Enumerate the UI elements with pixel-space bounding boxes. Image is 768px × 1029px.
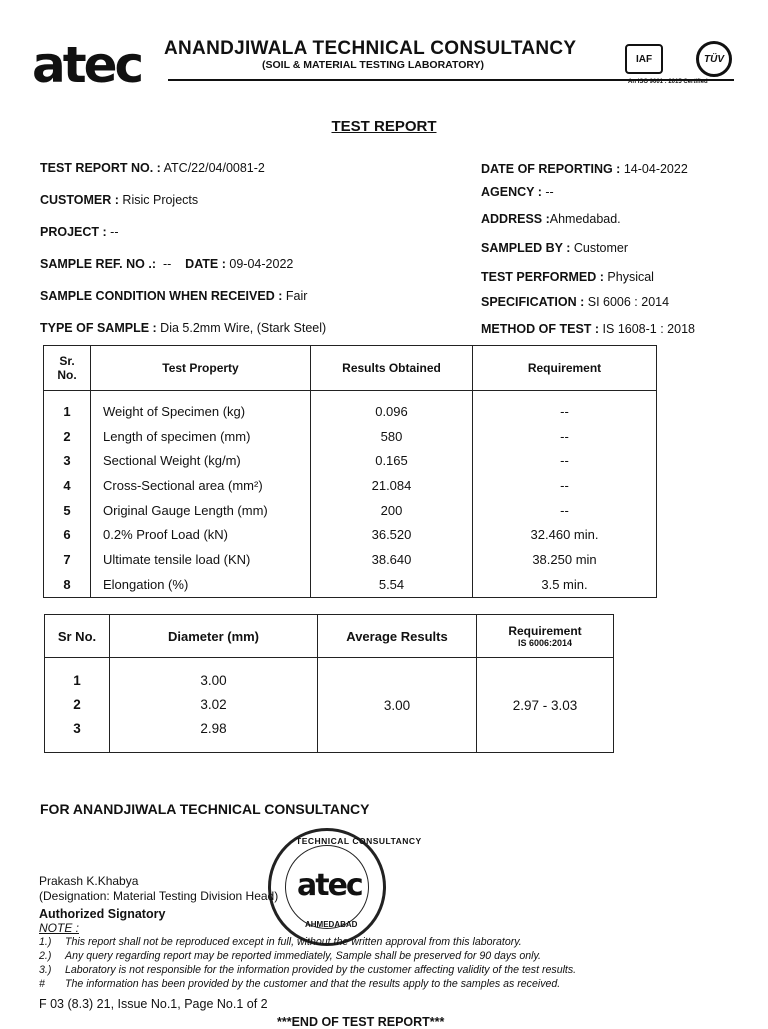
average-cell: 3.00 — [318, 658, 477, 753]
note-label: NOTE : — [39, 921, 80, 935]
table-header-row — [45, 615, 614, 658]
table-row — [45, 658, 614, 753]
agency: AGENCY : -- — [481, 185, 554, 199]
col-requirement: Requirement — [473, 346, 657, 391]
signer-designation: (Designation: Material Testing Division Head) — [39, 889, 279, 903]
note-item: 2.) Any query regarding report may be reported immediately, Sample shall be preserved for 90 days only. — [39, 950, 541, 962]
report-title: TEST REPORT — [331, 118, 437, 135]
col-sr: Sr. No. — [44, 346, 91, 391]
table-row: 3 Sectional Weight (kg/m) 0.165 -- — [44, 448, 657, 473]
col-property: Test Property — [91, 346, 311, 391]
diameter-table — [44, 614, 614, 753]
sample-ref: SAMPLE REF. NO .: -- DATE : 09-04-2022 — [40, 257, 294, 271]
date-of-reporting: DATE OF REPORTING : 14-04-2022 — [481, 162, 688, 176]
signer-name: Prakash K.Khabya — [39, 874, 139, 888]
note-item: 1.) This report shall not be reproduced except in full, without the written approval from this laboratory. — [39, 936, 522, 948]
authorized-signatory: Authorized Signatory — [39, 907, 166, 921]
table-header-row — [44, 346, 657, 391]
note-item: # The information has been provided by the customer and that the results apply to the samples as received. — [39, 978, 561, 990]
company-logo: atec — [32, 36, 142, 94]
requirement-cell: 2.97 - 3.03 — [477, 658, 614, 753]
table-row: 7 Ultimate tensile load (KN) 38.640 38.250 min — [44, 547, 657, 572]
report-number: TEST REPORT NO. : ATC/22/04/0081-2 — [40, 161, 265, 175]
stamp-bottom-text: AHMEDABAD — [305, 920, 358, 929]
table-row: 5 Original Gauge Length (mm) 200 -- — [44, 498, 657, 523]
end-of-report: ***END OF TEST REPORT*** — [277, 1015, 445, 1029]
sample-condition: SAMPLE CONDITION WHEN RECEIVED : Fair — [40, 289, 308, 303]
table-row: 4 Cross-Sectional area (mm²) 21.084 -- — [44, 473, 657, 498]
col-average: Average Results — [318, 615, 477, 658]
stamp-logo: atec — [297, 868, 362, 903]
for-company-line: FOR ANANDJIWALA TECHNICAL CONSULTANCY — [40, 801, 370, 817]
diameter-cell: 3.00 3.02 2.98 — [110, 658, 318, 753]
lab-type: (SOIL & MATERIAL TESTING LABORATORY) — [262, 59, 485, 71]
project: PROJECT : -- — [40, 225, 119, 239]
sample-type: TYPE OF SAMPLE : Dia 5.2mm Wire, (Stark Steel) — [40, 321, 327, 335]
sr-cell: 1 2 3 — [45, 658, 110, 753]
note-item: 3.) Laboratory is not responsible for the information provided by the customer affecting validity of the test results. — [39, 964, 577, 976]
certification-seal-icon: TÜV — [696, 41, 732, 77]
specification: SPECIFICATION : SI 6006 : 2014 — [481, 295, 670, 309]
customer: CUSTOMER : Risic Projects — [40, 193, 199, 207]
form-code: F 03 (8.3) 21, Issue No.1, Page No.1 of 2 — [39, 997, 268, 1011]
test-performed: TEST PERFORMED : Physical — [481, 270, 654, 284]
col-results: Results Obtained — [311, 346, 473, 391]
table-row: 2 Length of specimen (mm) 580 -- — [44, 424, 657, 449]
col-diameter: Diameter (mm) — [110, 615, 318, 658]
table-row: 8 Elongation (%) 5.54 3.5 min. — [44, 572, 657, 597]
table-row: 6 0.2% Proof Load (kN) 36.520 32.460 min. — [44, 522, 657, 547]
table-row: 1 Weight of Specimen (kg) 0.096 -- — [44, 391, 657, 424]
iaf-seal-icon: IAF — [625, 44, 663, 74]
iso-certification: An ISO 9001 : 2015 Certified — [628, 79, 708, 85]
col-requirement: Requirement IS 6006:2014 — [477, 615, 614, 658]
stamp-top-text: TECHNICAL CONSULTANCY — [296, 836, 422, 846]
method-of-test: METHOD OF TEST : IS 1608-1 : 2018 — [481, 322, 695, 336]
sampled-by: SAMPLED BY : Customer — [481, 241, 629, 255]
organization-name: ANANDJIWALA TECHNICAL CONSULTANCY — [164, 38, 577, 59]
col-sr-no: Sr No. — [45, 615, 110, 658]
test-results-table — [43, 345, 657, 598]
address: ADDRESS :Ahmedabad. — [481, 212, 621, 226]
